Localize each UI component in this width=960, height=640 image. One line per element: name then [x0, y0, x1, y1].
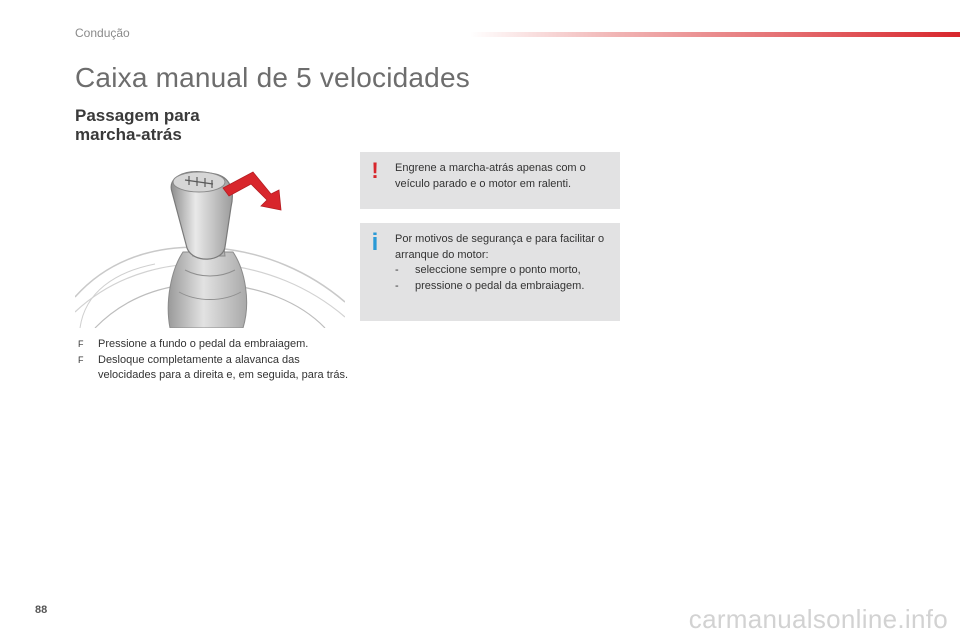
- section-heading-line1: Passagem para: [75, 106, 200, 125]
- step-text: Desloque completamente a alavanca das velocidades para a direita e, em seguida, para trás.: [98, 353, 349, 381]
- header-accent-bar: [470, 32, 960, 37]
- info-intro: Por motivos de segurança e para facilitar o arranque do motor:: [395, 233, 605, 261]
- exclamation-icon: !: [371, 158, 379, 183]
- steps-list: [75, 337, 350, 384]
- section-label: Condução: [75, 26, 130, 40]
- dash-bullet: -: [395, 264, 399, 276]
- gear-boot: [168, 252, 246, 328]
- list-item: [75, 337, 350, 353]
- watermark: carmanualsonline.info: [688, 604, 948, 634]
- page-number: 88: [35, 604, 48, 616]
- info-item-text: pressione o pedal da embraiagem.: [415, 279, 585, 292]
- info-box: [360, 223, 620, 321]
- section-heading: [75, 106, 275, 144]
- list-item: [395, 279, 615, 295]
- list-item: [395, 263, 615, 279]
- check-bullet-icon: F: [78, 354, 84, 365]
- dash-bullet: -: [395, 279, 399, 292]
- section-heading-line2: marcha-atrás: [75, 125, 182, 144]
- list-item: [75, 353, 350, 384]
- info-content: [395, 232, 615, 294]
- check-bullet-icon: F: [78, 339, 84, 349]
- warning-box: [360, 152, 620, 209]
- step-text: Pressione a fundo o pedal da embraiagem.: [98, 338, 309, 350]
- info-item-text: seleccione sempre o ponto morto,: [415, 264, 581, 276]
- gear-lever-reverse-diagram-icon: [75, 152, 345, 328]
- page-title: Caixa manual de 5 velocidades: [75, 62, 470, 93]
- warning-text: Engrene a marcha-atrás apenas com o veículo parado e o motor em ralenti.: [395, 162, 586, 190]
- info-icon: i: [371, 229, 379, 256]
- gear-lever-illustration: [75, 152, 345, 328]
- info-list: [395, 263, 615, 294]
